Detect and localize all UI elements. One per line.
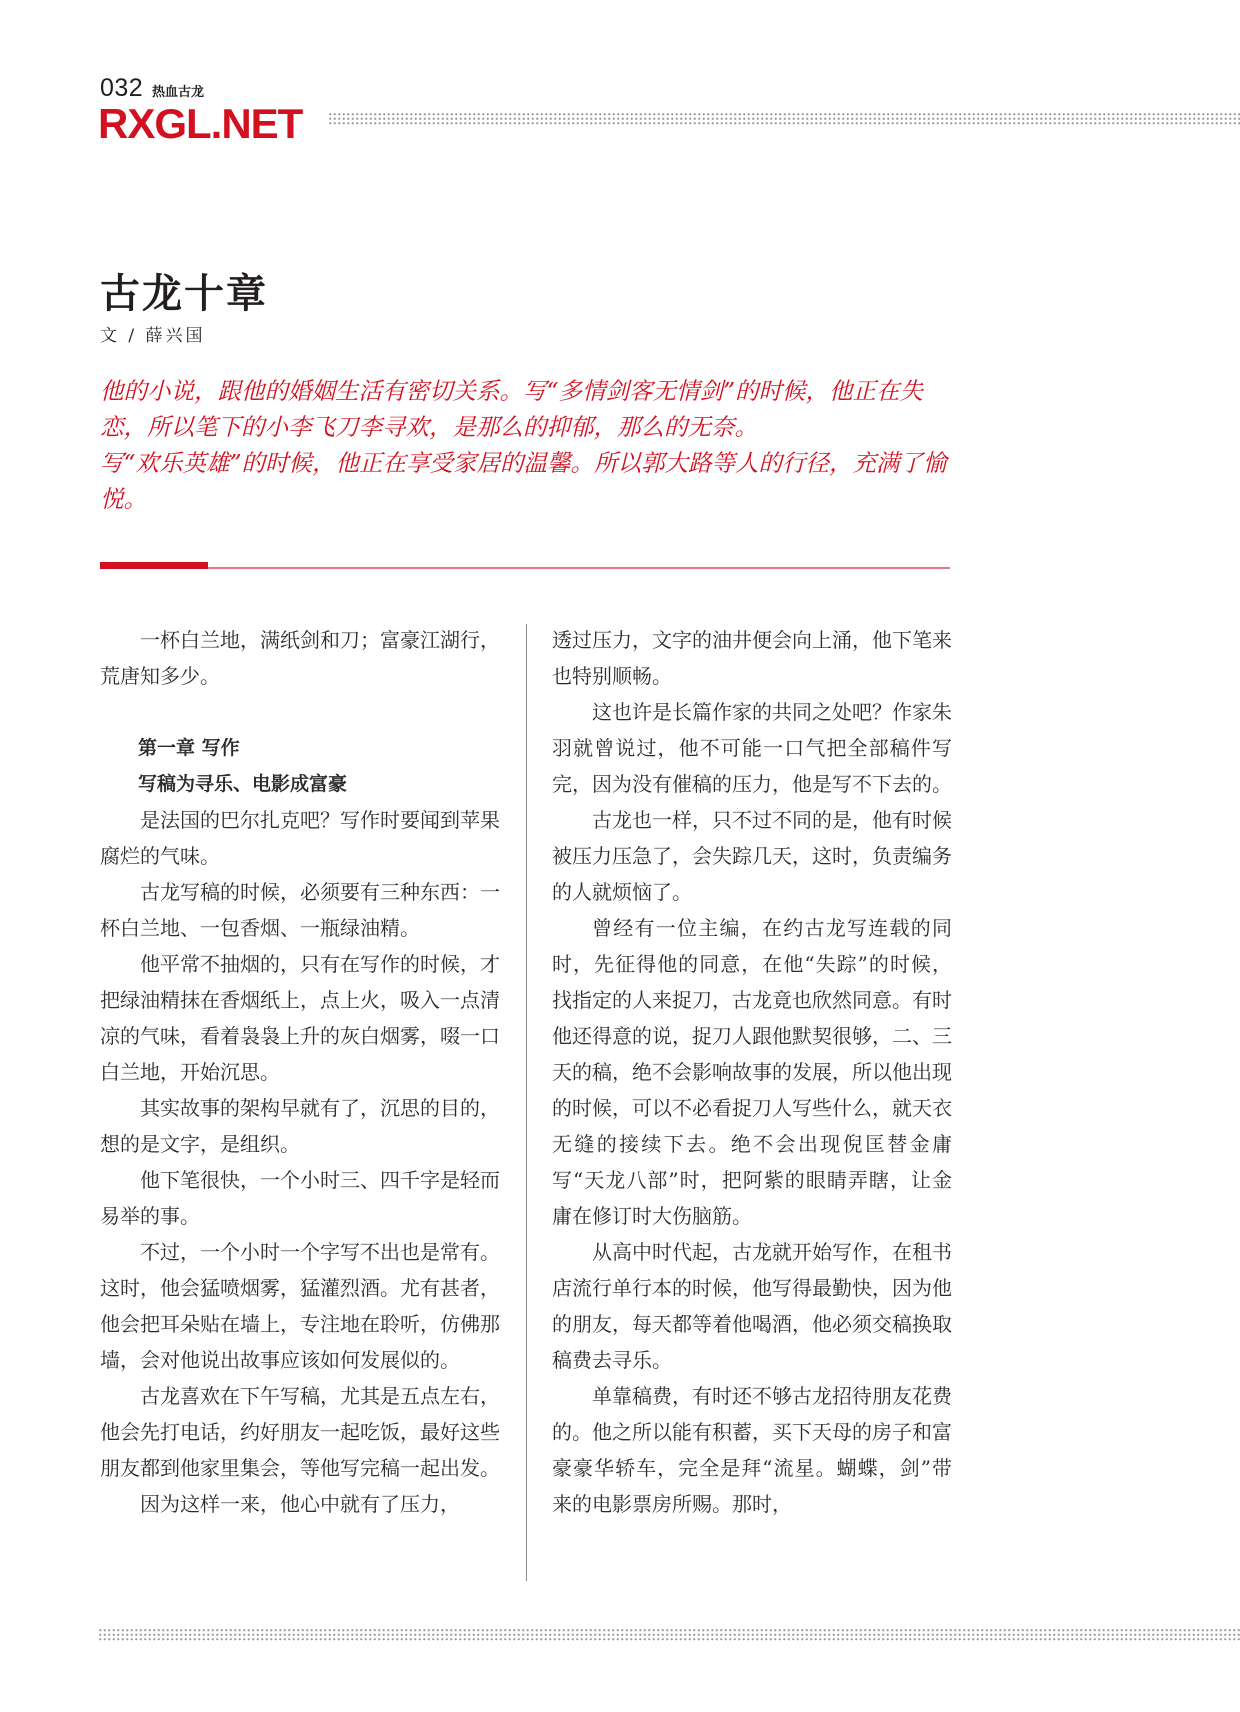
body-paragraph-continuation: 透过压力，文字的油井便会向上涌，他下笔来也特别顺畅。	[552, 628, 952, 688]
body-paragraph: 是法国的巴尔扎克吧？写作时要闻到苹果腐烂的气味。	[100, 808, 500, 868]
body-paragraph: 他下笔很快，一个小时三、四千字是轻而易举的事。	[100, 1168, 500, 1228]
body-paragraph: 不过，一个小时一个字写不出也是常有。这时，他会猛喷烟雾，猛灌烈酒。尤有甚者，他会把耳朵贴在墙上，专注地在聆听，仿佛那墙，会对他说出故事应该如何发展似的。	[100, 1240, 500, 1372]
article-title: 古龙十章	[100, 270, 268, 317]
body-paragraph: 古龙也一样，只不过不同的是，他有时候被压力压急了，会失踪几天，这时，负责编务的人就烦恼了。	[552, 808, 952, 904]
article-byline: 文 / 薛兴国	[100, 326, 206, 346]
body-column-left	[100, 622, 500, 1522]
header-dot-band	[328, 112, 1240, 126]
page-number: 032	[100, 74, 144, 102]
article-lead	[100, 373, 960, 517]
chapter-heading: 第一章 写作	[138, 737, 240, 759]
body-paragraph: 古龙写稿的时候，必须要有三种东西：一杯白兰地、一包香烟、一瓶绿油精。	[100, 880, 500, 940]
body-paragraph: 这也许是长篇作家的共同之处吧？作家朱羽就曾说过，他不可能一口气把全部稿件写完，因为没有催稿的压力，他是写不下去的。	[552, 700, 952, 796]
body-paragraph: 曾经有一位主编，在约古龙写连载的同时，先征得他的同意，在他“失踪”的时候，找指定的人来捉刀，古龙竟也欣然同意。有时他还得意的说，捉刀人跟他默契很够，二、三天的稿，绝不会影响故事的发展，所以他出现的时候，可以不必看捉刀人写些什么，就天衣无缝的接续下去。绝不会出现倪匡替金庸写“天龙八部”时，把阿紫的眼睛弄瞎，让金庸在修订时大伤脑筋。	[552, 916, 952, 1228]
footer-dot-band	[98, 1628, 1240, 1642]
column-divider	[526, 624, 527, 1581]
body-paragraph: 从高中时代起，古龙就开始写作，在租书店流行单行本的时候，他写得最勤快，因为他的朋友，每天都等着他喝酒，他必须交稿换取稿费去寻乐。	[552, 1240, 952, 1372]
body-column-right	[552, 622, 952, 1522]
section-name: 热血古龙	[152, 85, 205, 100]
intro-paragraph: 一杯白兰地，满纸剑和刀；富豪江湖行，荒唐知多少。	[100, 628, 500, 688]
section-rule-accent	[100, 562, 208, 569]
lead-paragraph: 写“欢乐英雄”的时候，他正在享受家居的温馨。所以郭大路等人的行径，充满了愉悦。	[100, 449, 947, 513]
lead-paragraph: 他的小说，跟他的婚姻生活有密切关系。写“多情剑客无情剑”的时候，他正在失恋，所以笔下的小李飞刀李寻欢，是那么的抑郁，那么的无奈。	[100, 377, 924, 441]
paragraph-spacer	[100, 694, 500, 730]
body-paragraph: 单靠稿费，有时还不够古龙招待朋友花费的。他之所以能有积蓄，买下天母的房子和富豪豪华轿车，完全是拜“流星。蝴蝶，剑”带来的电影票房所赐。那时，	[552, 1384, 952, 1516]
body-paragraph: 古龙喜欢在下午写稿，尤其是五点左右，他会先打电话，约好朋友一起吃饭，最好这些朋友都到他家里集会，等他写完稿一起出发。	[100, 1384, 500, 1480]
body-paragraph: 其实故事的架构早就有了，沉思的目的，想的是文字，是组织。	[100, 1096, 500, 1156]
body-paragraph: 因为这样一来，他心中就有了压力，	[140, 1492, 460, 1516]
body-paragraph: 他平常不抽烟的，只有在写作的时候，才把绿油精抹在香烟纸上，点上火，吸入一点清凉的气味，看着袅袅上升的灰白烟雾，啜一口白兰地，开始沉思。	[100, 952, 500, 1084]
chapter-subheading: 写稿为寻乐、电影成富豪	[138, 773, 348, 795]
section-rule	[208, 567, 950, 569]
site-logo: RXGL.NET	[98, 100, 303, 147]
